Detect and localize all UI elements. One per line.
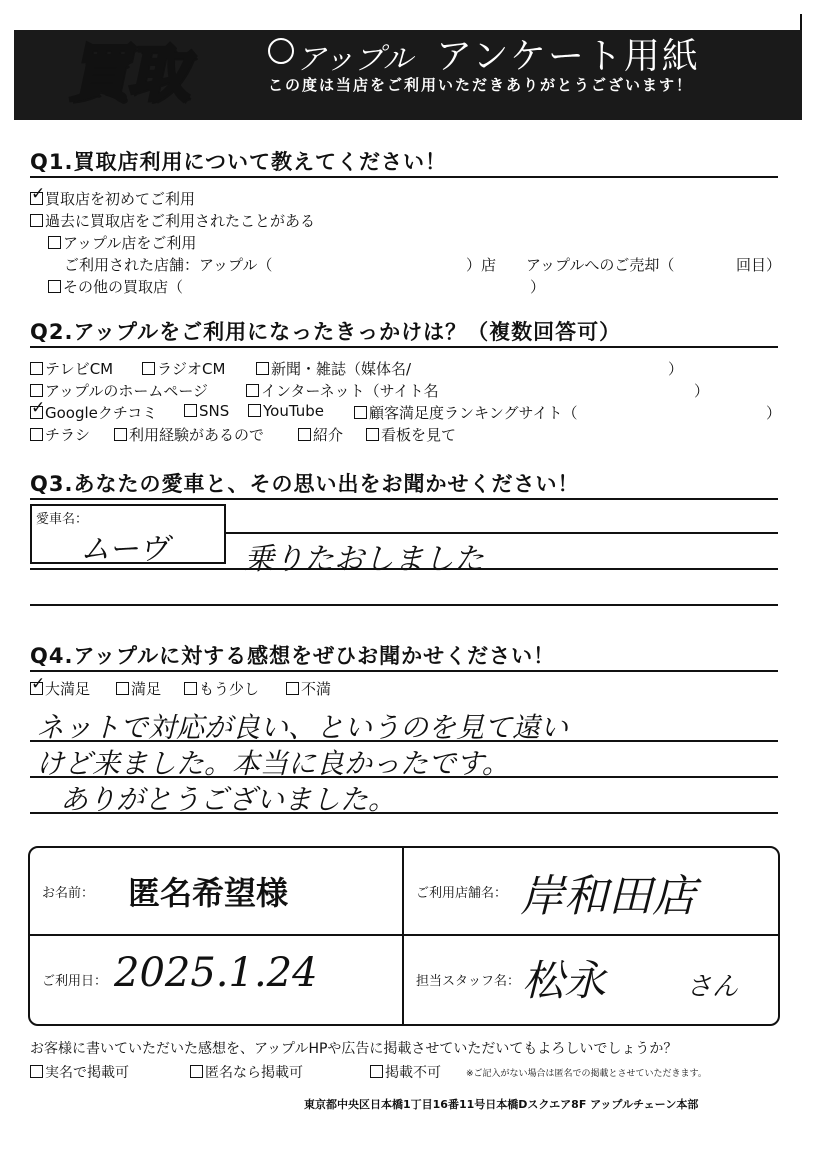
publish-permission-question: お客様に書いていただいた感想を、アップルHPや広告に掲載させていただいてもよろしいでしょうか？ xyxy=(30,1041,678,1057)
card-divider-vertical xyxy=(402,846,404,1026)
checkbox[interactable] xyxy=(114,428,127,441)
q2-option-google-reviews[interactable]: ✓Googleクチコミ xyxy=(30,402,157,423)
q4-rating-very-satisfied[interactable]: ✓大満足 xyxy=(30,678,90,699)
checkbox[interactable] xyxy=(370,1065,383,1078)
q2-option-prior-experience[interactable]: 利用経験があるので xyxy=(114,424,264,445)
staff-name-label: 担当スタッフ名： xyxy=(416,974,521,989)
q1-sale-count-suffix: 回目） xyxy=(736,256,782,274)
publish-not-allowed[interactable]: 掲載不可 xyxy=(370,1062,441,1082)
q2-option-flyer[interactable]: チラシ xyxy=(30,424,90,445)
q4-rating-so-so[interactable]: もう少し xyxy=(184,678,259,699)
q4-rating-satisfied[interactable]: 満足 xyxy=(116,678,161,699)
kaitori-logo: 買取 xyxy=(65,37,199,110)
store-name-label: ご利用店舗名： xyxy=(416,886,508,901)
survey-title: アンケート用紙 xyxy=(436,36,700,77)
q1-option-used-before[interactable]: 過去に買取店をご利用されたことがある xyxy=(30,210,315,231)
visit-date-value: 2025.1.24 xyxy=(114,950,318,996)
apple-brand-logo: アップル xyxy=(296,42,413,77)
q1-store-field-suffix: ）店 xyxy=(466,256,497,274)
staff-name-suffix: さん xyxy=(686,972,739,1002)
car-name-value: ムーヴ xyxy=(80,532,169,567)
q2-option-tv[interactable]: テレビCM xyxy=(30,358,113,379)
comment-line-1: ネットで対応が良い、というのを見て遠い xyxy=(36,711,569,744)
q4-title: Q4.アップルに対する感想をぜひお聞かせください！ xyxy=(30,644,556,668)
visit-date-label: ご利用日： xyxy=(42,974,108,989)
checkbox[interactable] xyxy=(190,1065,203,1078)
car-name-label: 愛車名： xyxy=(36,512,89,527)
checkbox[interactable] xyxy=(354,406,367,419)
q2-option-sns[interactable]: SNS xyxy=(184,402,229,420)
name-label: お名前： xyxy=(42,886,95,901)
checkbox[interactable] xyxy=(256,362,269,375)
checkbox[interactable] xyxy=(30,214,43,227)
q1-option-other-store[interactable]: その他の買取店（ xyxy=(48,276,183,297)
card-divider-horizontal xyxy=(28,934,780,936)
checkbox-checked[interactable] xyxy=(30,192,43,205)
checkbox[interactable] xyxy=(48,280,61,293)
checkbox[interactable] xyxy=(142,362,155,375)
checkbox[interactable] xyxy=(184,404,197,417)
checkbox-checked[interactable] xyxy=(30,682,43,695)
q3-title: Q3.あなたの愛車と、その思い出をお聞かせください！ xyxy=(30,472,580,496)
q2-row2-close: ） xyxy=(694,382,710,400)
publish-real-name[interactable]: 実名で掲載可 xyxy=(30,1062,129,1082)
checkbox[interactable] xyxy=(48,236,61,249)
q2-option-homepage[interactable]: アップルのホームページ xyxy=(30,380,208,401)
q2-option-ranking-site[interactable]: 顧客満足度ランキングサイト（ xyxy=(354,402,578,423)
q1-option-first-time[interactable]: ✓買取店を初めてご利用 xyxy=(30,188,195,209)
staff-name-value: 松永 xyxy=(522,956,607,1005)
car-memory-text: 乗りたおしました xyxy=(244,542,484,577)
q1-sale-count-label: アップルへのご売却（ xyxy=(526,256,675,274)
checkbox[interactable] xyxy=(248,404,261,417)
checkbox[interactable] xyxy=(30,1065,43,1078)
writing-line xyxy=(30,604,778,606)
q2-option-radio[interactable]: ラジオCM xyxy=(142,358,225,379)
name-value: 匿名希望様 xyxy=(128,874,289,912)
comment-line-2: けど来ました。本当に良かったです。 xyxy=(36,747,510,780)
q2-option-internet[interactable]: インターネット（サイト名 xyxy=(246,380,439,401)
q2-option-newspaper[interactable]: 新聞・雑誌（媒体名/ xyxy=(256,358,411,379)
checkbox[interactable] xyxy=(116,682,129,695)
checkbox[interactable] xyxy=(298,428,311,441)
q2-option-youtube[interactable]: YouTube xyxy=(248,402,324,420)
q2-title: Q2.アップルをご利用になったきっかけは？（複数回答可） xyxy=(30,320,622,344)
apple-logo-icon xyxy=(268,38,294,64)
q2-row1-close: ） xyxy=(668,360,684,378)
q2-divider xyxy=(30,346,778,348)
checkbox[interactable] xyxy=(246,384,259,397)
q3-divider xyxy=(30,498,778,500)
publish-note: ※ご記入がない場合は匿名での掲載とさせていただきます。 xyxy=(466,1069,707,1079)
q4-divider xyxy=(30,670,778,672)
q1-title: Q1.買取店利用について教えてください！ xyxy=(30,150,448,174)
q2-row3-close: ） xyxy=(766,404,782,422)
q1-divider xyxy=(30,176,778,178)
comment-line-3: ありがとうございました。 xyxy=(60,783,397,816)
checkbox[interactable] xyxy=(184,682,197,695)
checkbox[interactable] xyxy=(286,682,299,695)
checkbox[interactable] xyxy=(30,362,43,375)
checkbox[interactable] xyxy=(366,428,379,441)
q4-rating-dissatisfied[interactable]: 不満 xyxy=(286,678,331,699)
checkbox[interactable] xyxy=(30,384,43,397)
company-address: 東京都中央区日本橋1丁目16番11号日本橋Dスクエア8F アップルチェーン本部 xyxy=(304,1098,699,1111)
q2-option-signboard[interactable]: 看板を見て xyxy=(366,424,456,445)
q2-option-referral[interactable]: 紹介 xyxy=(298,424,343,445)
checkbox-checked[interactable] xyxy=(30,406,43,419)
store-name-value: 岸和田店 xyxy=(520,871,696,922)
publish-anonymous[interactable]: 匿名なら掲載可 xyxy=(190,1062,303,1082)
thanks-message: この度は当店をご利用いただきありがとうございます！ xyxy=(268,76,694,94)
q1-other-close: ） xyxy=(530,278,546,296)
checkbox[interactable] xyxy=(30,428,43,441)
q1-option-apple-store[interactable]: アップル店をご利用 xyxy=(48,232,196,253)
q1-store-field-label: ご利用された店舗：アップル（ xyxy=(64,256,273,274)
